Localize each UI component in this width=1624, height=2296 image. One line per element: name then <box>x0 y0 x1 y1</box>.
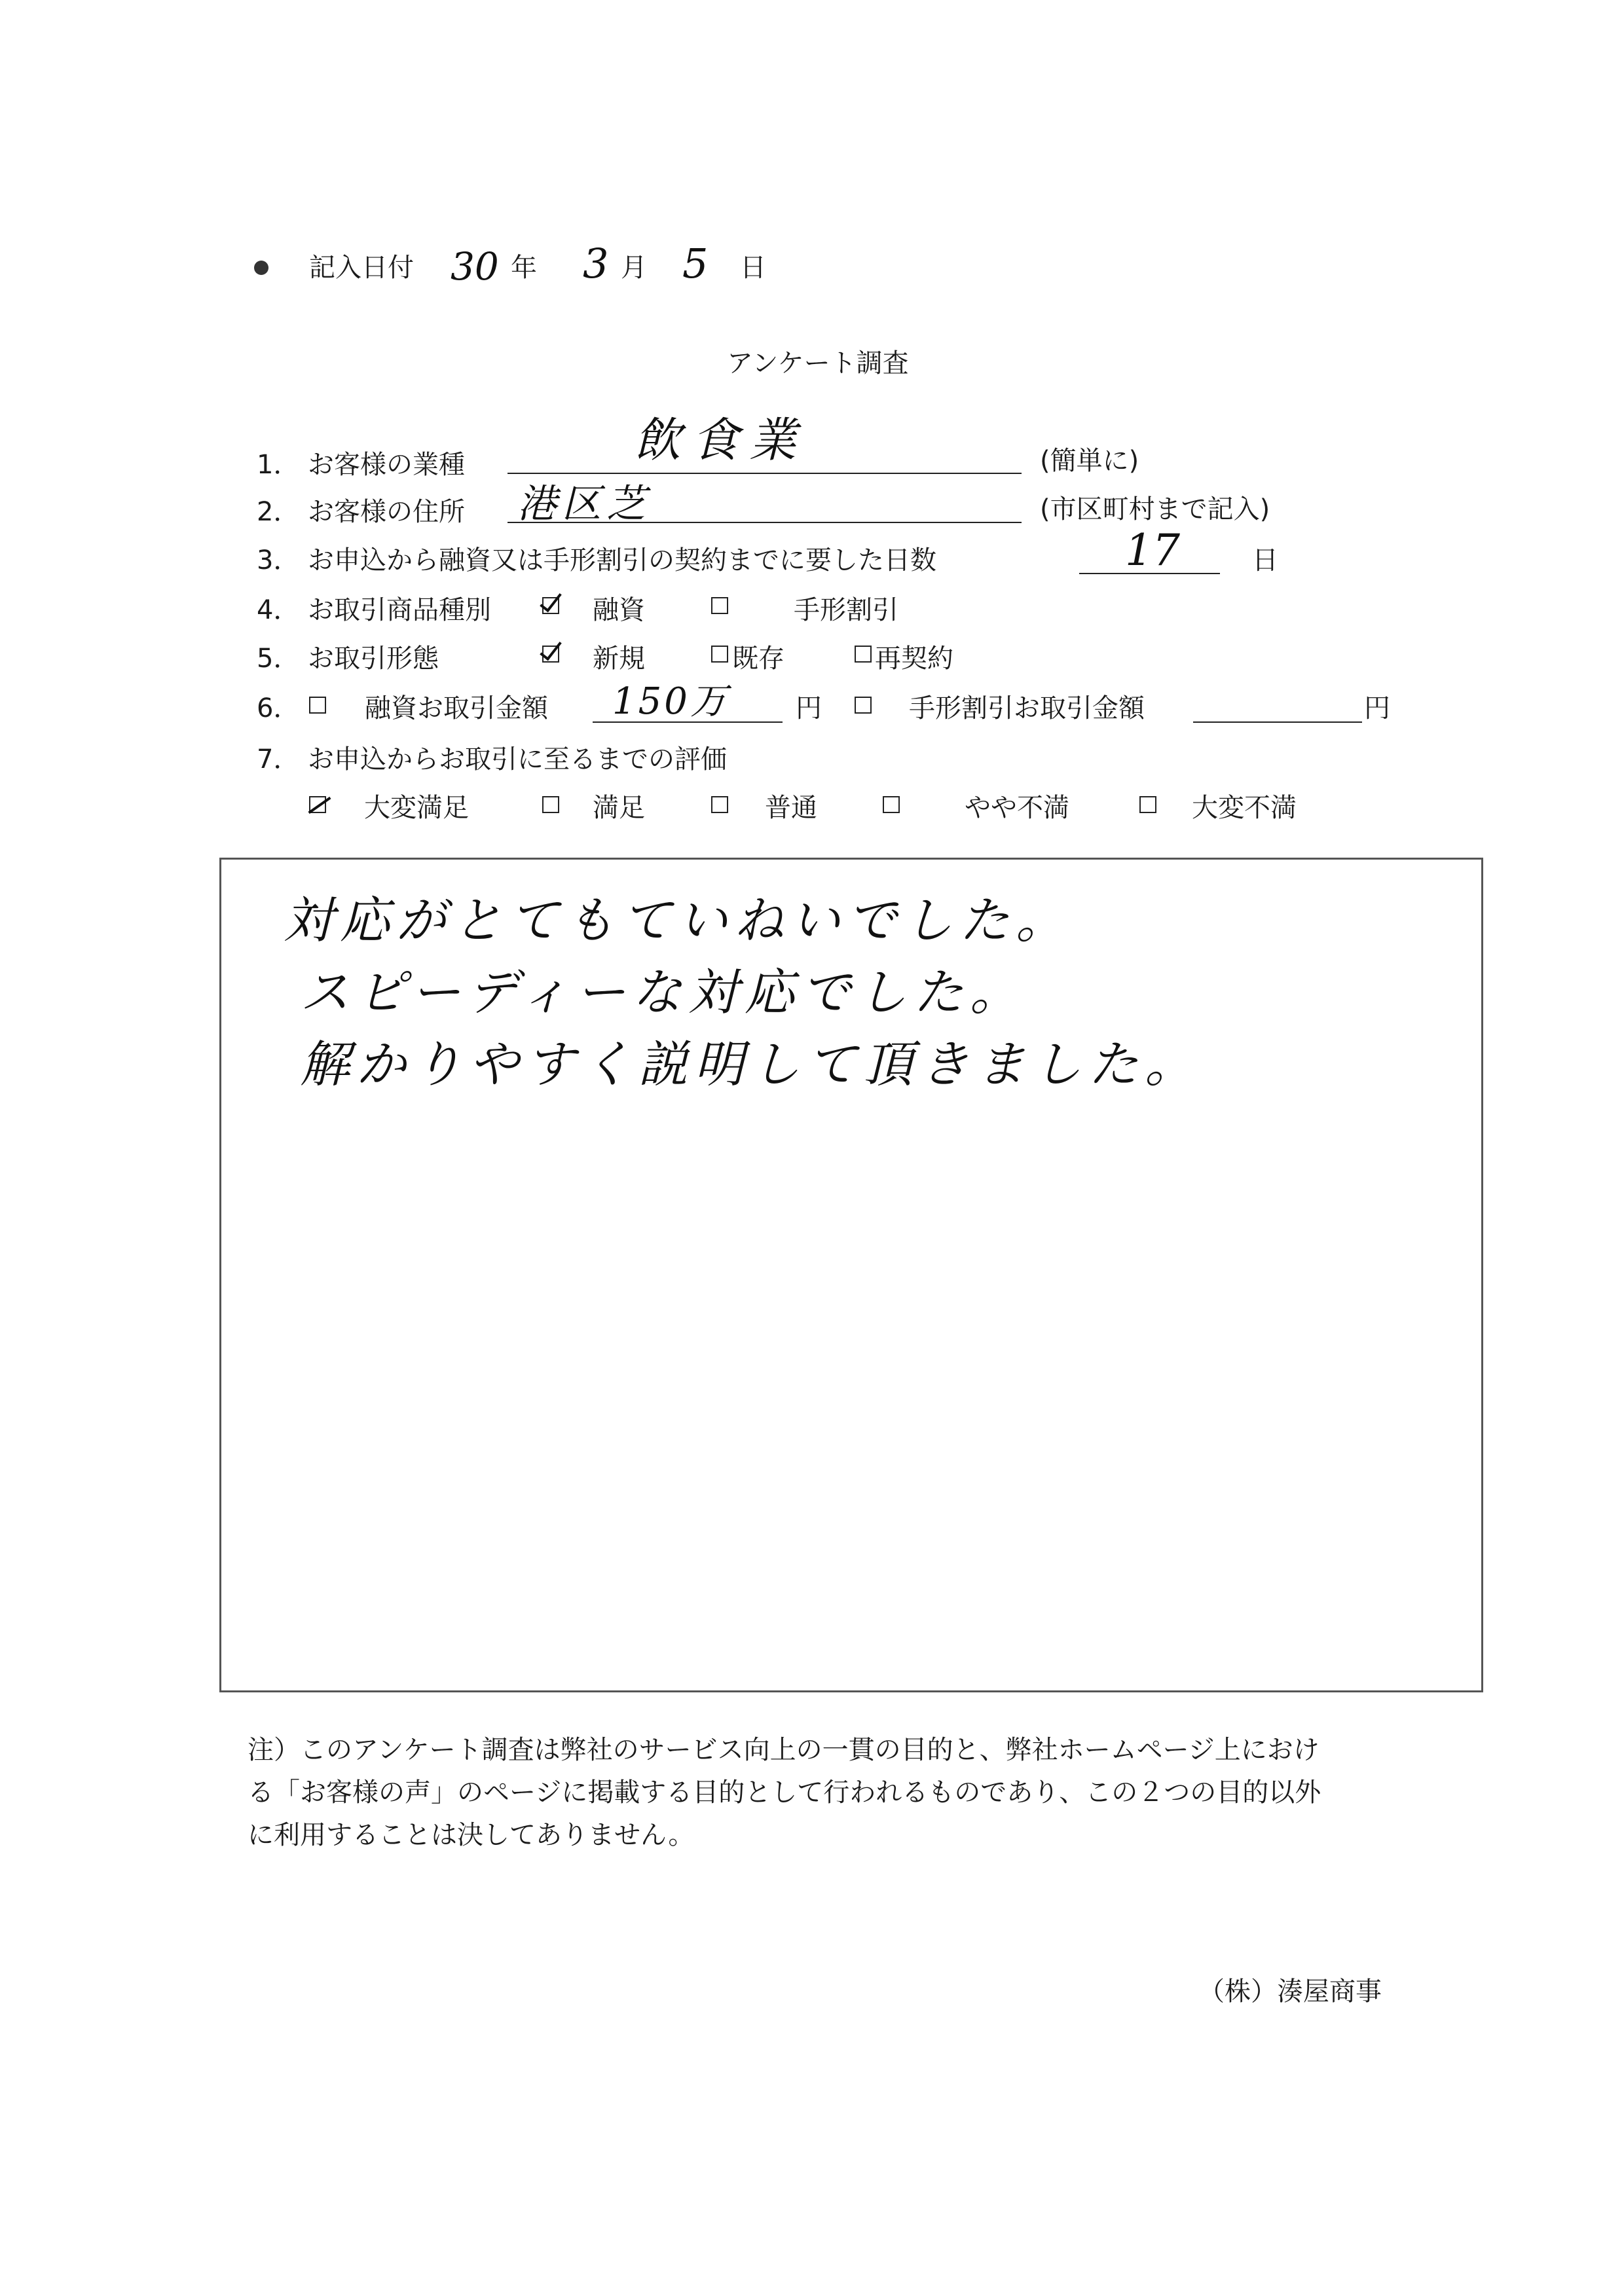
q1-answer[interactable]: 飲食業 <box>634 412 807 467</box>
comment-line-2: スピーディーな対応でした。 <box>300 963 1026 1021</box>
q5-option-recontract-checkbox[interactable] <box>855 646 872 663</box>
q7-option-normal-checkbox[interactable] <box>711 796 728 813</box>
q1-number: 1． <box>257 450 300 480</box>
q6-loan-unit: 円 <box>796 693 822 723</box>
q6-loan-underline <box>593 721 783 723</box>
q7-label: お申込からお取引に至るまでの評価 <box>308 744 727 774</box>
q2-suffix: (市区町村まで記入) <box>1040 494 1270 524</box>
date-year-unit: 年 <box>511 253 537 283</box>
q7-option-normal-label: 普通 <box>765 793 817 823</box>
q1-underline <box>507 473 1022 474</box>
page-title: アンケート調査 <box>727 348 909 378</box>
q5-option-new-checkbox[interactable] <box>542 646 559 663</box>
q7-number: 7． <box>257 744 300 774</box>
q6-number: 6． <box>257 693 300 723</box>
q7-option-somewhat-dissatisfied-checkbox[interactable] <box>883 796 900 813</box>
bullet-dot <box>254 261 268 275</box>
note-line-1: 注）このアンケート調査は弊社のサービス向上の一貫の目的と、弊社ホームページ上におけ <box>248 1735 1320 1765</box>
date-year: 30 <box>451 244 499 289</box>
date-month-unit: 月 <box>621 253 647 283</box>
q5-option-recontract-label: 再契約 <box>875 644 953 674</box>
q2-underline <box>507 522 1022 523</box>
q7-option-very-dissatisfied-label: 大変不満 <box>1192 793 1297 823</box>
q3-label: お申込から融資又は手形割引の契約までに要した日数 <box>308 545 936 575</box>
comment-line-3: 解かりやすく説明して頂きました。 <box>300 1035 1201 1093</box>
q4-option-bill-label: 手形割引 <box>794 595 898 625</box>
q1-suffix: (簡単に) <box>1040 446 1139 476</box>
q7-option-somewhat-dissatisfied-label: やや不満 <box>965 793 1069 823</box>
date-label: 記入日付 <box>309 253 414 283</box>
q5-option-new-label: 新規 <box>593 644 645 674</box>
q6-bill-label: 手形割引お取引金額 <box>909 693 1145 723</box>
q7-option-very-dissatisfied-checkbox[interactable] <box>1139 796 1156 813</box>
q4-option-loan-checkbox[interactable] <box>542 597 559 614</box>
q5-label: お取引形態 <box>308 644 439 674</box>
comment-line-1: 対応がとてもていねいでした。 <box>284 891 1072 949</box>
q6-loan-checkbox[interactable] <box>309 697 326 714</box>
q4-number: 4． <box>257 595 300 625</box>
company-name: （株）湊屋商事 <box>1198 1977 1382 2007</box>
q2-answer[interactable]: 港区芝 <box>517 481 651 527</box>
q3-underline <box>1079 573 1220 574</box>
q4-option-bill-checkbox[interactable] <box>711 597 728 614</box>
note-line-2: る「お客様の声」のページに掲載する目的として行われるものであり、この２つの目的以外 <box>248 1777 1321 1808</box>
q3-suffix: 日 <box>1252 545 1278 575</box>
q7-option-satisfied-label: 満足 <box>593 793 645 823</box>
q6-bill-checkbox[interactable] <box>855 697 872 714</box>
date-day-unit: 日 <box>740 253 766 283</box>
q6-bill-unit: 円 <box>1364 693 1390 723</box>
q5-option-existing-checkbox[interactable] <box>711 646 728 663</box>
q3-number: 3． <box>257 545 300 575</box>
q5-number: 5． <box>257 644 300 674</box>
q2-label: お客様の住所 <box>308 497 465 527</box>
q7-option-very-satisfied-label: 大変満足 <box>364 793 469 823</box>
q7-option-very-satisfied-checkbox[interactable] <box>309 796 326 813</box>
q4-label: お取引商品種別 <box>308 595 491 625</box>
date-month: 3 <box>583 240 609 287</box>
q7-option-satisfied-checkbox[interactable] <box>542 796 559 813</box>
q1-label: お客様の業種 <box>308 450 465 480</box>
q4-option-loan-label: 融資 <box>593 595 645 625</box>
comment-box[interactable] <box>219 858 1483 1692</box>
date-day: 5 <box>682 240 709 287</box>
q6-loan-amount[interactable]: 150万 <box>612 680 729 723</box>
q5-option-existing-label: 既存 <box>732 644 784 674</box>
q2-number: 2． <box>257 497 300 527</box>
note-line-3: に利用することは決してありません。 <box>248 1820 695 1850</box>
q3-answer[interactable]: 17 <box>1125 525 1180 575</box>
q6-bill-underline <box>1193 721 1362 723</box>
q6-loan-label: 融資お取引金額 <box>365 693 548 723</box>
